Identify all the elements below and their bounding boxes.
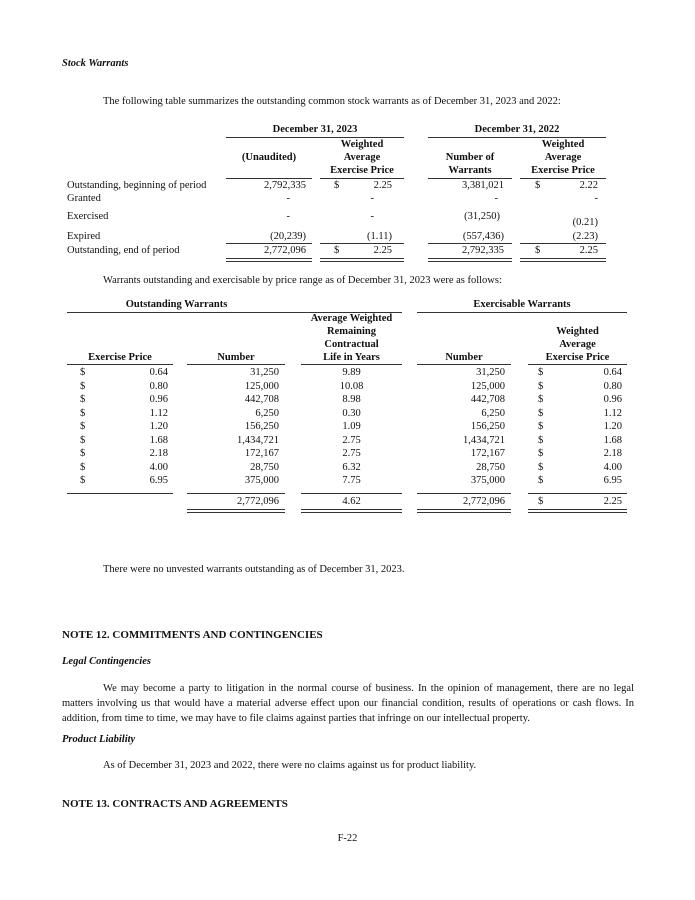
t1-cell: 2.22 (579, 180, 598, 191)
period-2023-header: December 31, 2023 (272, 124, 358, 135)
table1-intro: The following table summarizes the outstanding common stock warrants as of December 31, 2023 and 2022: (103, 96, 561, 107)
t2-cell-price: 4.00 (149, 461, 168, 473)
outstanding-warrants-header: Outstanding Warrants (125, 299, 228, 310)
note13-heading: NOTE 13. CONTRACTS AND AGREEMENTS (62, 798, 288, 810)
t2-total-ex-price: 2.25 (603, 496, 622, 507)
t2-number-header: Number (217, 352, 255, 363)
t2-cell-life: 7.75 (342, 475, 361, 486)
t2-cell-life: 8.98 (342, 394, 361, 405)
t2-cell-ex-price: 1.68 (603, 434, 622, 446)
t2-cell-life: 1.09 (342, 421, 361, 432)
t2-life-h3: Contractual (324, 339, 379, 350)
t2-total-number: 2,772,096 (237, 496, 279, 507)
t2-cell-price: 2.18 (149, 448, 168, 459)
t1-row-label: Exercised (67, 211, 109, 222)
t2-cell-price: 1.12 (149, 407, 168, 419)
t2-cell-ex-number: 156,250 (470, 421, 505, 432)
t1-cell: 2,792,335 (264, 180, 306, 191)
t2-cell-life: 9.89 (342, 367, 361, 378)
t2-wa-h3: Exercise Price (545, 352, 610, 363)
t1-cell: (557,436) (462, 231, 504, 242)
t2-ex-number-header: Number (445, 352, 483, 363)
t2-cell-ex-price: 0.96 (603, 394, 622, 405)
t2-cell-ex-sym: $ (538, 421, 544, 432)
t1-cell: - (286, 211, 290, 222)
t1-cell: $ (334, 180, 340, 191)
t1-waep2-h2: Average (544, 152, 582, 163)
t2-cell-ex-number: 172,167 (470, 448, 505, 459)
t1-cell: (2.23) (572, 231, 598, 242)
t2-cell-ex-sym: $ (538, 407, 544, 419)
t2-cell-sym: $ (80, 394, 86, 405)
t2-cell-sym: $ (80, 448, 86, 459)
t2-cell-ex-price: 1.12 (603, 407, 622, 419)
t2-cell-life: 2.75 (342, 434, 361, 446)
t2-cell-ex-price: 0.64 (603, 367, 622, 378)
t2-cell-sym: $ (80, 475, 86, 486)
t2-cell-price: 1.68 (149, 434, 168, 446)
product-liability-text: As of December 31, 2023 and 2022, there were no claims against us for product liability. (103, 760, 477, 771)
t1-cell: - (370, 211, 374, 222)
t2-cell-life: 6.32 (342, 461, 361, 473)
t2-cell-ex-sym: $ (538, 394, 544, 405)
t2-cell-ex-sym: $ (538, 461, 544, 473)
t1-cell: - (494, 193, 498, 204)
t1-cell: (1.11) (367, 231, 392, 242)
t2-cell-ex-sym: $ (538, 434, 544, 446)
t2-cell-ex-price: 1.20 (603, 421, 622, 432)
t1-waep-h2: Average (343, 152, 381, 163)
t1-cell: $ (334, 245, 340, 256)
t2-cell-price: 0.96 (149, 394, 168, 405)
t2-cell-ex-number: 1,434,721 (463, 434, 505, 446)
t2-cell-sym: $ (80, 434, 86, 446)
t1-cell: $ (535, 180, 541, 191)
t1-waep2-h3: Exercise Price (531, 165, 595, 176)
t2-cell-ex-number: 31,250 (476, 367, 505, 378)
t2-wa-h1: Weighted (556, 326, 599, 337)
legal-contingencies-heading: Legal Contingencies (62, 656, 151, 667)
t2-cell-life: 2.75 (342, 448, 361, 459)
t1-cell: 2,772,096 (264, 245, 306, 256)
t2-cell-ex-price: 2.18 (603, 448, 622, 459)
t1-cell: 3,381,021 (462, 180, 504, 191)
t2-cell-life: 10.08 (339, 380, 364, 392)
t1-number-h2: Warrants (448, 165, 492, 176)
t2-cell-ex-number: 442,708 (470, 394, 505, 405)
t2-cell-number: 6,250 (255, 407, 279, 419)
t2-cell-number: 156,250 (244, 421, 279, 432)
t1-cell: 2,792,335 (462, 245, 504, 256)
t2-cell-ex-number: 28,750 (476, 461, 505, 473)
t2-cell-ex-price: 0.80 (603, 380, 622, 392)
t2-cell-sym: $ (80, 407, 86, 419)
t1-waep-h3: Exercise Price (330, 165, 394, 176)
exercisable-warrants-header: Exercisable Warrants (473, 299, 571, 310)
t2-cell-sym: $ (80, 380, 86, 392)
t2-cell-ex-sym: $ (538, 475, 544, 486)
t1-cell: $ (535, 245, 541, 256)
t2-cell-price: 1.20 (149, 421, 168, 432)
t1-cell: 2.25 (373, 245, 392, 256)
t1-cell: (0.21) (572, 217, 598, 228)
t2-cell-number: 1,434,721 (237, 434, 279, 446)
t2-life-h4: Life in Years (323, 352, 380, 363)
t2-cell-ex-price: 4.00 (603, 461, 622, 473)
t2-total-life: 4.62 (342, 496, 361, 507)
t1-waep-h1: Weighted (340, 139, 384, 150)
t2-life-h1: Average Weighted (310, 313, 393, 324)
t1-cell: - (286, 193, 290, 204)
t1-number-h1: Number of (445, 152, 495, 163)
product-liability-heading: Product Liability (62, 734, 136, 745)
t2-cell-ex-sym: $ (538, 380, 544, 392)
t2-cell-ex-number: 375,000 (470, 475, 505, 486)
t2-total-ex-number: 2,772,096 (463, 496, 505, 507)
t1-cell: 2.25 (579, 245, 598, 256)
t1-unaudited-header: (Unaudited) (241, 152, 297, 163)
t2-cell-price: 0.80 (149, 380, 168, 392)
note12-heading: NOTE 12. COMMITMENTS AND CONTINGENCIES (62, 629, 323, 641)
t1-cell: - (370, 193, 374, 204)
stock-warrants-heading: Stock Warrants (62, 58, 129, 69)
legal-contingencies-text: We may become a party to litigation in the normal course of business. In the opinion of management, there are no legal matters involving us that would have a material adverse effect upon our financial condition, results of operations or cash flows. In addition, from time to time, we may have to file claims against parties that infringe on our intellectual property. (62, 683, 634, 724)
t2-cell-ex-number: 6,250 (481, 407, 505, 419)
t2-cell-sym: $ (80, 421, 86, 432)
unvested-statement: There were no unvested warrants outstanding as of December 31, 2023. (103, 564, 405, 575)
t1-cell: (31,250) (464, 211, 500, 222)
t2-cell-price: 0.64 (149, 367, 168, 378)
t1-cell: - (594, 193, 598, 204)
t2-cell-ex-number: 125,000 (470, 380, 505, 392)
t2-cell-ex-price: 6.95 (603, 475, 622, 486)
t1-cell: (20,239) (270, 231, 306, 242)
t2-cell-ex-sym: $ (538, 367, 544, 378)
t1-row-label: Granted (67, 193, 101, 204)
t2-cell-number: 28,750 (250, 461, 279, 473)
t2-cell-price: 6.95 (149, 475, 168, 486)
t2-cell-ex-sym: $ (538, 448, 544, 459)
period-2022-header: December 31, 2022 (474, 124, 560, 135)
t2-cell-sym: $ (80, 367, 86, 378)
t2-cell-number: 375,000 (244, 475, 279, 486)
t2-cell-sym: $ (80, 461, 86, 473)
t1-row-label: Outstanding, end of period (67, 245, 180, 256)
t2-life-h2: Remaining (326, 326, 376, 337)
t2-cell-number: 31,250 (250, 367, 279, 378)
t2-cell-number: 172,167 (244, 448, 279, 459)
t2-cell-number: 442,708 (244, 394, 279, 405)
t2-wa-h2: Average (559, 339, 596, 350)
t2-cell-number: 125,000 (244, 380, 279, 392)
t1-cell: 2.25 (373, 180, 392, 191)
t2-price-header: Exercise Price (88, 352, 152, 363)
t1-waep2-h1: Weighted (541, 139, 585, 150)
page-number: F-22 (337, 833, 358, 844)
t1-row-label: Outstanding, beginning of period (67, 180, 207, 191)
t1-row-label: Expired (67, 231, 101, 242)
t2-total-ex-sym: $ (538, 496, 544, 507)
table2-intro: Warrants outstanding and exercisable by price range as of December 31, 2023 were as follows: (103, 275, 502, 286)
t2-cell-life: 0.30 (342, 407, 361, 419)
